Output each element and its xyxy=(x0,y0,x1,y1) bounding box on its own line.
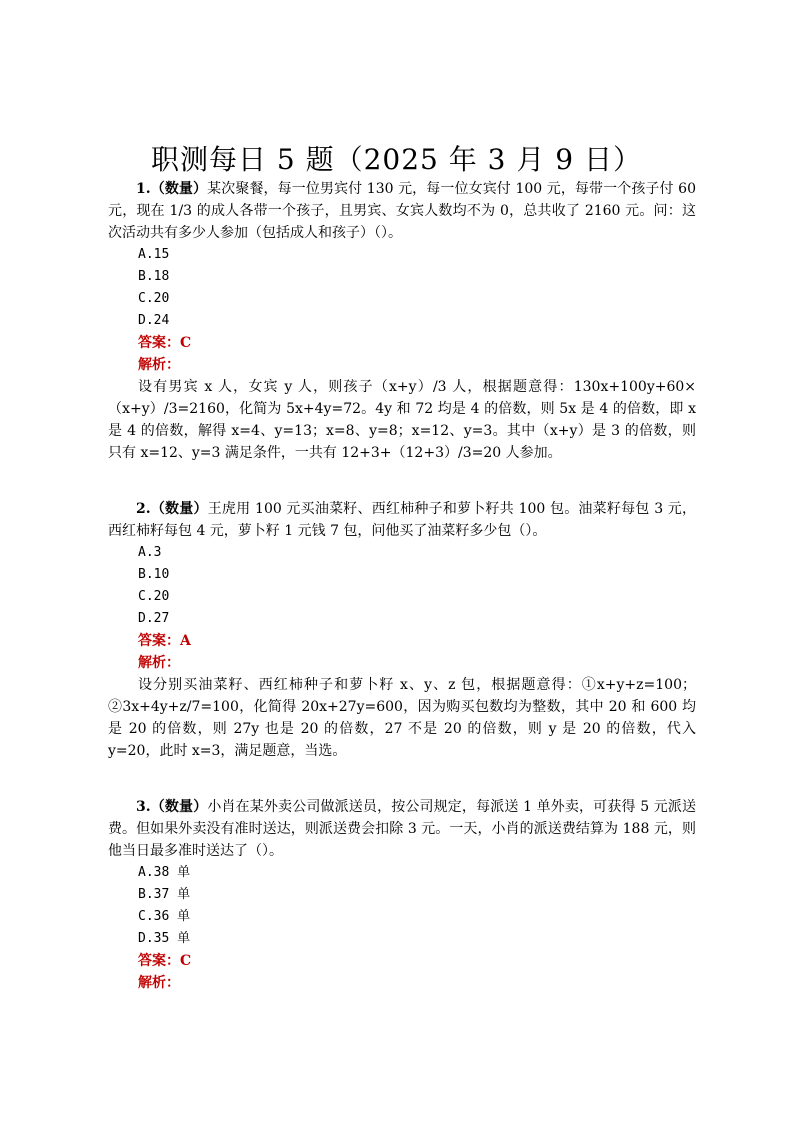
question-3 xyxy=(108,796,696,994)
answer-label: 答案： xyxy=(138,953,180,969)
option-b: B.37 单 xyxy=(138,887,191,902)
answer-value: C xyxy=(180,953,192,969)
option-d: D.27 xyxy=(138,611,170,626)
question-type: （数量） xyxy=(150,799,208,815)
answer-value: C xyxy=(180,335,192,351)
question-1 xyxy=(108,178,696,464)
answer-label: 答案： xyxy=(138,633,180,649)
option-d: D.35 单 xyxy=(138,931,191,946)
question-number: 1. xyxy=(136,181,151,197)
analysis-label: 解析： xyxy=(138,655,180,671)
option-b: B.18 xyxy=(138,269,170,284)
option-d: D.24 xyxy=(138,313,170,328)
answer-line xyxy=(108,332,696,354)
question-2 xyxy=(108,498,696,762)
answer-label: 答案： xyxy=(138,335,180,351)
question-stem xyxy=(108,178,696,244)
question-number: 3. xyxy=(136,799,151,815)
question-text: 王虎用 100 元买油菜籽、西红柿种子和萝卜籽共 100 包。油菜籽每包 3 元，西红柿籽每包 4 元，萝卜籽 1 元钱 7 包，问他买了油菜籽多少包（）。 xyxy=(108,501,696,539)
option-a: A.3 xyxy=(138,545,162,560)
question-stem xyxy=(108,796,696,862)
option-c: C.20 xyxy=(138,589,170,604)
question-type: （数量） xyxy=(150,181,208,197)
option-c: C.36 单 xyxy=(138,909,191,924)
answer-line xyxy=(108,950,696,972)
page-title: 职测每日 5 题（2025 年 3 月 9 日） xyxy=(150,143,642,176)
question-text: 某次聚餐，每一位男宾付 130 元，每一位女宾付 100 元，每带一个孩子付 60 元，现在 1/3 的成人各带一个孩子，且男宾、女宾人数均不为 0，总共收了 2160 元。问：这次活动共有多少人参加（包括成人和孩子）（）。 xyxy=(108,181,696,241)
option-c: C.20 xyxy=(138,291,170,306)
analysis-text: 设分别买油菜籽、西红柿种子和萝卜籽 x、y、z 包，根据题意得：①x+y+z=100；②3x+4y+z/7=100，化简得 20x+27y=600，因为购买包数均为整数，其中 20 和 600 均是 20 的倍数，则 27y 也是 20 的倍数，27 不是 20 的倍数，则 y 是 20 的倍数，代入 y=20，此时 x=3，满足题意，当选。 xyxy=(108,677,696,759)
option-a: A.38 单 xyxy=(138,865,191,880)
answer-value: A xyxy=(180,633,191,649)
question-stem xyxy=(108,498,696,542)
question-number: 2. xyxy=(136,501,151,517)
question-list xyxy=(108,178,696,1028)
question-type: （数量） xyxy=(150,501,208,517)
option-a: A.15 xyxy=(138,247,170,262)
option-b: B.10 xyxy=(138,567,170,582)
analysis-label: 解析： xyxy=(138,975,180,991)
analysis-label: 解析： xyxy=(138,357,180,373)
analysis-text: 设有男宾 x 人，女宾 y 人，则孩子（x+y）/3 人，根据题意得：130x+100y+60×（x+y）/3=2160，化简为 5x+4y=72。4y 和 72 均是 4 的倍数，则 5x 是 4 的倍数，即 x 是 4 的倍数，解得 x=4、y=13；x=8、y=8；x=12、y=3。其中（x+y）是 3 的倍数，则只有 x=12、y=3 满足条件，一共有 12+3+（12+3）/3=20 人参加。 xyxy=(108,379,696,461)
answer-line xyxy=(108,630,696,652)
question-text: 小肖在某外卖公司做派送员，按公司规定，每派送 1 单外卖，可获得 5 元派送费。但如果外卖没有准时送达，则派送费会扣除 3 元。一天，小肖的派送费结算为 188 元，则他当日最多准时送达了（）。 xyxy=(108,799,696,859)
